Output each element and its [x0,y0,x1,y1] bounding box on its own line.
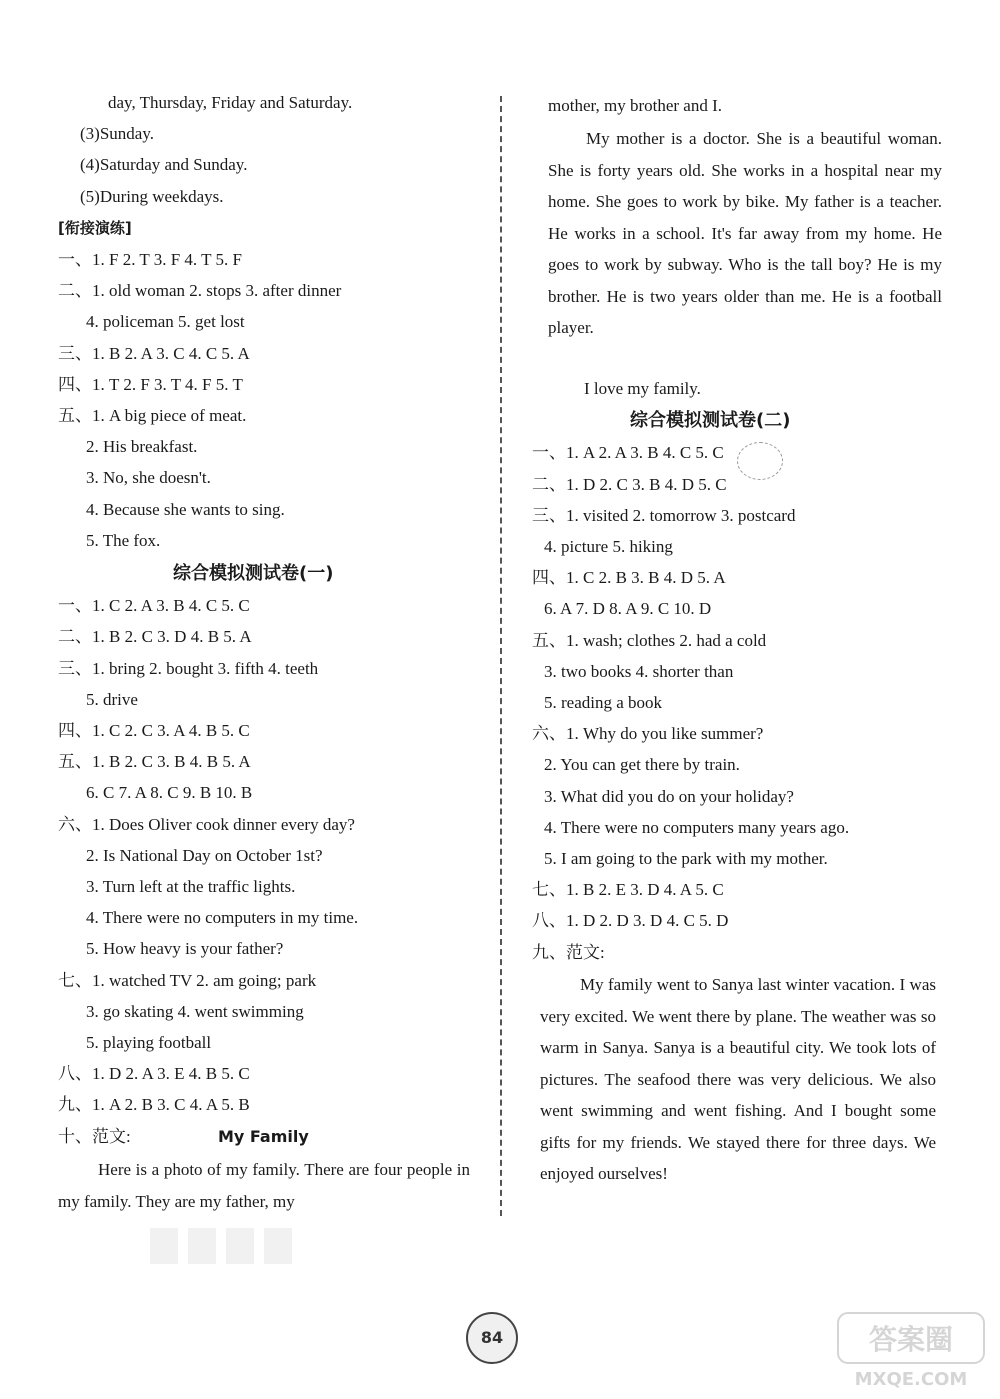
answer-line: 二、1. D 2. C 3. B 4. D 5. C [532,475,727,494]
answer-line: 三、1. B 2. A 3. C 4. C 5. A [58,344,250,363]
answer-line: 5. How heavy is your father? [86,939,284,958]
answer-line: 4. There were no computers many years ago. [544,818,850,837]
answer-line: 二、1. old woman 2. stops 3. after dinner [58,281,342,300]
answer-line: 三、1. visited 2. tomorrow 3. postcard [532,506,796,525]
answer-line: 四、1. C 2. B 3. B 4. D 5. A [532,568,726,587]
answer-line: 2. His breakfast. [86,437,198,456]
answer-line: 4. There were no computers in my time. [86,908,359,927]
answer-line: 3. No, she doesn't. [86,468,211,487]
essay-paragraph: My mother is a doctor. She is a beautiful woman. She is forty years old. She works in a hospital near my home. She goes to work by bike. My father is a teacher. He works in a school. It's far away from my home. He goes to work by subway. Who is the tall boy? He is my brother. He is two years older than me. He is a football player. [548,129,942,337]
answer-line: 八、1. D 2. A 3. E 4. B 5. C [58,1064,250,1083]
text-line: (4)Saturday and Sunday. [80,155,248,174]
answer-line: 五、1. wash; clothes 2. had a cold [532,631,767,650]
answer-line: 5. reading a book [544,693,663,712]
answer-line: 5. drive [86,690,138,709]
essay-label: 九、范文: [532,943,605,962]
answer-line: 4. picture 5. hiking [544,537,673,556]
answer-line: 一、1. A 2. A 3. B 4. C 5. C [532,443,724,462]
answer-line: 3. What did you do on your holiday? [544,787,794,806]
answer-line: 三、1. bring 2. bought 3. fifth 4. teeth [58,659,319,678]
answer-line: 4. Because she wants to sing. [86,500,285,519]
section-heading: [衔接演练] [58,219,132,237]
watermark-text: 答案圈 [868,1323,954,1356]
watermark-logo [836,1311,986,1391]
essay-paragraph: Here is a photo of my family. There are four people in my family. They are my father, my [58,1160,470,1211]
faded-print-marks [150,1228,300,1264]
answer-line: 七、1. watched TV 2. am going; park [58,971,317,990]
essay-label: 十、范文: [58,1127,131,1146]
answer-line: 五、1. A big piece of meat. [58,406,247,425]
test2-title: 综合模拟测试卷(二) [630,410,791,431]
answer-line: 6. C 7. A 8. C 9. B 10. B [86,783,253,802]
answer-line: 5. The fox. [86,531,161,550]
answer-line: 3. two books 4. shorter than [544,662,734,681]
column-divider [500,96,502,1216]
answer-line: 一、1. C 2. A 3. B 4. C 5. C [58,596,250,615]
answer-line: 五、1. B 2. C 3. B 4. B 5. A [58,752,251,771]
text-line: (3)Sunday. [80,124,154,143]
answer-line: 二、1. B 2. C 3. D 4. B 5. A [58,627,252,646]
answer-line: 四、1. T 2. F 3. T 4. F 5. T [58,375,243,394]
answer-line: 六、1. Does Oliver cook dinner every day? [58,815,355,834]
answer-line: 四、1. C 2. C 3. A 4. B 5. C [58,721,250,740]
answer-line: 六、1. Why do you like summer? [532,724,764,743]
test1-title: 综合模拟测试卷(一) [173,563,334,584]
stamp-icon [737,442,783,480]
answer-line: 6. A 7. D 8. A 9. C 10. D [544,599,712,618]
text-line: day, Thursday, Friday and Saturday. [108,93,353,112]
watermark-url: MXQE.COM [854,1369,968,1390]
essay-title: My Family [218,1127,309,1146]
answer-line: 八、1. D 2. D 3. D 4. C 5. D [532,911,729,930]
answer-line: 5. I am going to the park with my mother. [544,849,828,868]
answer-line: 一、1. F 2. T 3. F 4. T 5. F [58,250,242,269]
essay-line: mother, my brother and I. [548,96,722,115]
answer-line: 九、1. A 2. B 3. C 4. A 5. B [58,1095,250,1114]
answer-line: 4. policeman 5. get lost [86,312,245,331]
essay-paragraph: My family went to Sanya last winter vacation. I was very excited. We went there by plane. The weather was so warm in Sanya. Sanya is a beautiful city. We took lots of pictures. The seafood there was very delicious. We also went swimming and went fishing. And I bought some gifts for my friends. We stayed there for three days. We enjoyed ourselves! [540,975,936,1183]
answer-line: 5. playing football [86,1033,212,1052]
answer-line: 3. go skating 4. went swimming [86,1002,304,1021]
answer-line: 2. Is National Day on October 1st? [86,846,323,865]
answer-line: 七、1. B 2. E 3. D 4. A 5. C [532,880,724,899]
answer-line: 2. You can get there by train. [544,755,740,774]
answer-line: 3. Turn left at the traffic lights. [86,877,296,896]
page-number: 84 [466,1312,518,1364]
text-line: (5)During weekdays. [80,187,224,206]
essay-line: I love my family. [584,379,701,398]
